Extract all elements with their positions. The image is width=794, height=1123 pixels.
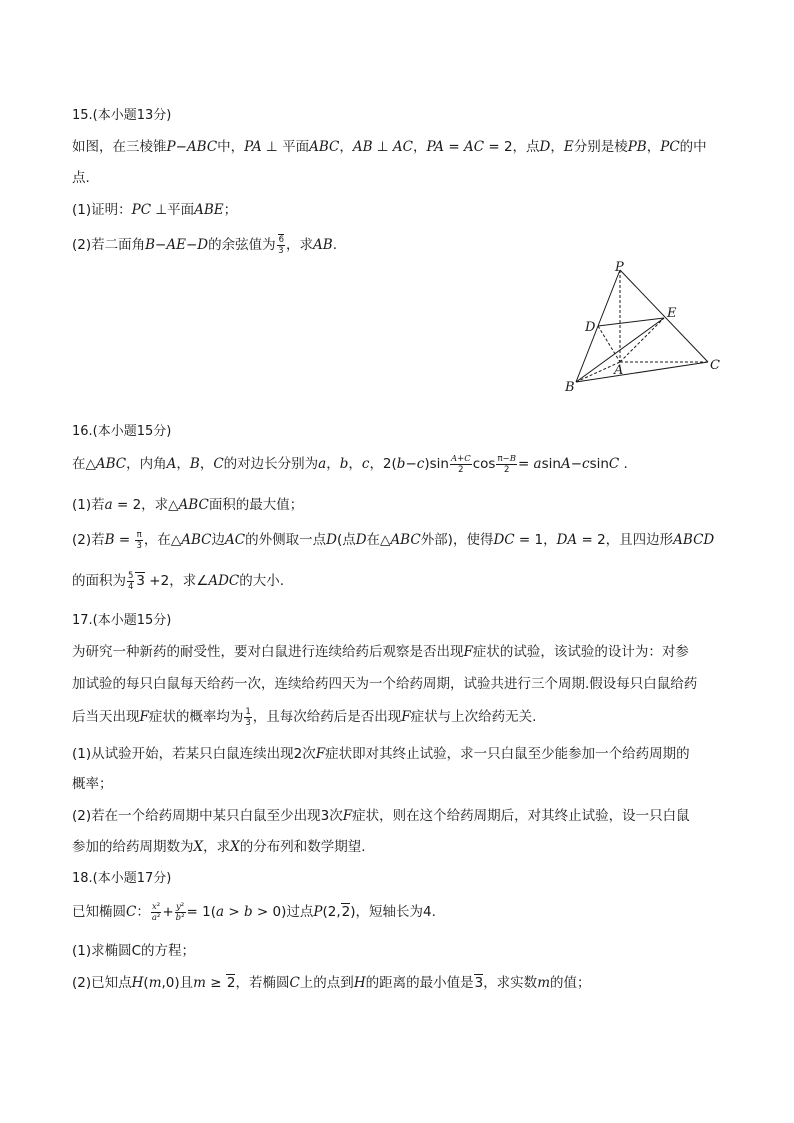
problem-16-part-2: (2)若B = $\frac{\pi}{3}$ ，在△ABC边AC的外侧取一点D(点D在△ABC外部)，使得DC = 1，DA = 2，且四边形ABCD <box>72 529 715 551</box>
problem-15-part-2: (2)若二面角B−AE−D的余弦值为 $\frac{6}{3}$ ，求AB. <box>72 234 337 256</box>
problem-15-statement: 如图，在三棱锥P−ABC中，PA ⊥ 平面ABC，AB ⊥ AC，PA = AC = 2，点D，E分别是棱PB，PC的中 <box>72 139 707 155</box>
problem-17-statement-3: 后当天出现F症状的概率均为 $\frac{1}{3}$ ，且每次给药后是否出现F症状与上次给药无关. <box>72 706 537 728</box>
problem-18-part-2: (2)已知点H(m,0)且m ≥ 2，若椭圆C上的点到H的距离的最小值是3，求实数m的值； <box>72 975 591 991</box>
edge-ae <box>620 318 664 362</box>
edge-da <box>598 326 620 362</box>
problem-17-part-2: (2)若在一个给药周期中某只白鼠至少出现3次F症状，则在这个给药周期后，对其终止试验，设一只白鼠 <box>72 808 690 824</box>
problem-16-part-1: (1)若a = 2，求△ABC面积的最大值； <box>72 497 304 513</box>
label-b: B <box>565 380 575 395</box>
label-p: P <box>615 260 624 275</box>
problem-17-heading: 17.(本小题15分) <box>72 613 172 628</box>
problem-17-part-2-cont: 参加的给药周期数为X，求X的分布列和数学期望. <box>72 839 366 855</box>
label-a: A <box>614 363 624 378</box>
problem-16-heading: 16.(本小题15分) <box>72 424 172 439</box>
problem-18-statement: 已知椭圆C： $\frac{\text{x²}}{\text{a²}}$ + $\frac{\text{y²}}{\text{b²}}$ = 1(a > b > 0)过点P(2,2)，短轴长为4. <box>72 901 436 923</box>
label-d: D <box>585 320 596 335</box>
problem-16-statement: 在△ABC，内角A，B，C的对边长分别为a，b，c，2(b−c)sin $\frac{A+C}{2}$ cos $\frac{\pi-B}{2}$ = asinA−csinC . <box>72 453 628 475</box>
problem-18-part-1: (1)求椭圆C的方程； <box>72 943 196 959</box>
problem-18-heading: 18.(本小题17分) <box>72 871 172 886</box>
problem-15-statement-cont: 点. <box>72 170 90 186</box>
label-e: E <box>667 306 677 321</box>
problem-17-statement-2: 加试验的每只白鼠每天给药一次，连续给药四天为一个给药周期，试验共进行三个周期.假设每只白鼠给药 <box>72 676 698 692</box>
label-c: C <box>710 358 720 373</box>
problem-15-heading: 15.(本小题13分) <box>72 108 172 123</box>
edge-bc <box>576 362 708 382</box>
tetrahedron-figure <box>560 258 730 398</box>
problem-15-part-1: (1)证明：PC ⊥平面ABE； <box>72 202 238 218</box>
problem-17-statement: 为研究一种新药的耐受性，要对白鼠进行连续给药后观察是否出现F症状的试验，该试验的设计为：对参 <box>72 644 689 660</box>
problem-16-part-2-cont: 的面积为 $\frac{5}{4}$ 3 +2，求∠ADC的大小. <box>72 570 285 592</box>
problem-17-part-1-cont: 概率； <box>72 776 113 792</box>
edge-pc <box>620 270 708 362</box>
problem-17-part-1: (1)从试验开始，若某只白鼠连续出现2次F症状即对其终止试验，求一只白鼠至少能参加一个给药周期的 <box>72 746 690 762</box>
